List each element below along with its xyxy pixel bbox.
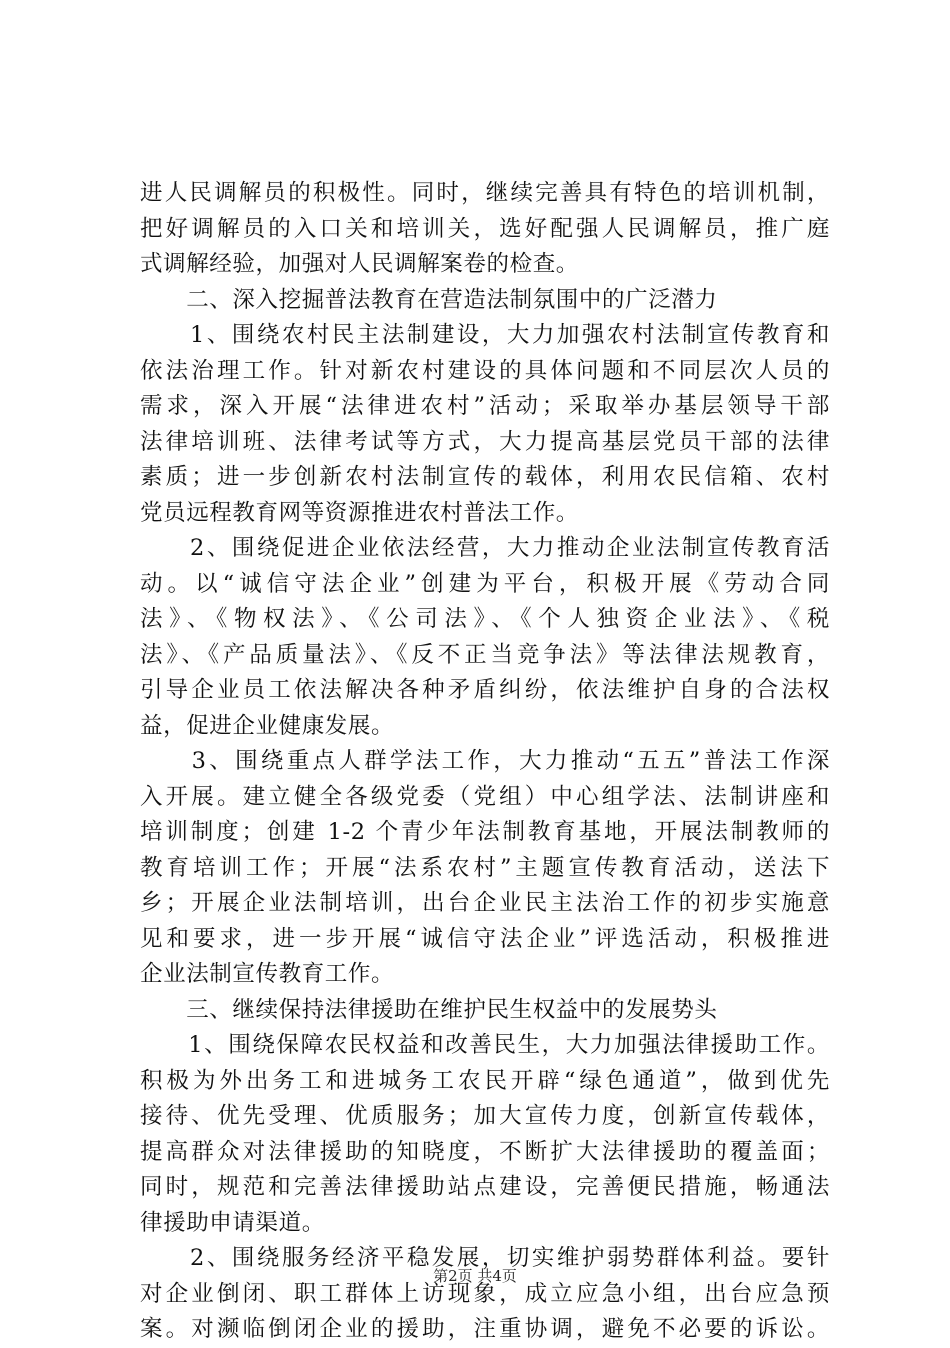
text-line: 进人民调解员的积极性。同时，继续完善具有特色的培训机制，: [140, 180, 830, 206]
text-line: 培训制度；创建 1-2 个青少年法制教育基地，开展法制教师的: [140, 819, 830, 845]
text-line: 把好调解员的入口关和培训关，选好配强人民调解员，推广庭: [140, 215, 830, 242]
text-line: 对企业倒闭、职工群体上访现象，成立应急小组，出台应急预: [140, 1280, 830, 1307]
page-footer: 第2页 共4页: [433, 1267, 517, 1285]
text-line: 1、围绕保障农民权益和改善民生，大力加强法律援助工作。: [140, 1032, 830, 1058]
document-body: [140, 176, 830, 1348]
text-line: 式调解经验，加强对人民调解案卷的检查。: [140, 251, 579, 277]
text-line: 接待、优先受理、优质服务；加大宣传力度，创新宣传载体，: [140, 1103, 830, 1129]
text-line: 党员远程教育网等资源推进农村普法工作。: [140, 499, 579, 526]
text-line: 律援助申请渠道。: [140, 1209, 325, 1236]
text-line: 2、围绕促进企业依法经营，大力推动企业法制宣传教育活: [140, 535, 830, 561]
text-line: 提高群众对法律援助的知晓度，不断扩大法律援助的覆盖面；: [140, 1138, 830, 1165]
text-line: 乡；开展企业法制培训，出台企业民主法治工作的初步实施意: [140, 890, 830, 916]
text-line: 益，促进企业健康发展。: [140, 712, 395, 739]
text-line: 法》、《物权法》、《公司法》、《个人独资企业法》、《税: [140, 606, 830, 632]
text-line: 2、围绕服务经济平稳发展，切实维护弱势群体利益。要针: [140, 1245, 830, 1271]
text-line: 企业法制宣传教育工作。: [140, 961, 395, 987]
text-line: 需求，深入开展“法律进农村”活动；采取举办基层领导干部: [140, 393, 830, 419]
section-heading: 三、继续保持法律援助在维护民生权益中的发展势头: [140, 996, 718, 1023]
text-line: 法律培训班、法律考试等方式，大力提高基层党员干部的法律: [140, 428, 830, 455]
text-line: 动。以“诚信守法企业”创建为平台，积极开展《劳动合同: [140, 570, 830, 597]
text-line: 入开展。建立健全各级党委（党组）中心组学法、法制讲座和: [140, 783, 830, 810]
text-line: 见和要求，进一步开展“诚信守法企业”评选活动，积极推进: [140, 925, 830, 952]
text-line: 积极为外出务工和进城务工农民开辟“绿色通道”，做到优先: [140, 1067, 830, 1094]
text-line: 案。对濒临倒闭企业的援助，注重协调，避免不必要的诉讼。: [140, 1316, 830, 1342]
text-line: 法》、《产品质量法》、《反不正当竞争法》等法律法规教育，: [140, 641, 830, 668]
text-line: 依法治理工作。针对新农村建设的具体问题和不同层次人员的: [140, 357, 830, 384]
text-line: 同时，规范和完善法律援助站点建设，完善便民措施，畅通法: [140, 1174, 830, 1200]
text-line: 1、围绕农村民主法制建设，大力加强农村法制宣传教育和: [140, 322, 830, 348]
text-line: 素质；进一步创新农村法制宣传的载体，利用农民信箱、农村: [140, 464, 830, 490]
text-line: 引导企业员工依法解决各种矛盾纠纷，依法维护自身的合法权: [140, 677, 830, 703]
text-line: 3、围绕重点人群学法工作，大力推动“五五”普法工作深: [140, 748, 830, 774]
text-line: 教育培训工作；开展“法系农村”主题宣传教育活动，送法下: [140, 854, 830, 881]
section-heading: 二、深入挖掘普法教育在营造法制氛围中的广泛潜力: [140, 286, 718, 313]
